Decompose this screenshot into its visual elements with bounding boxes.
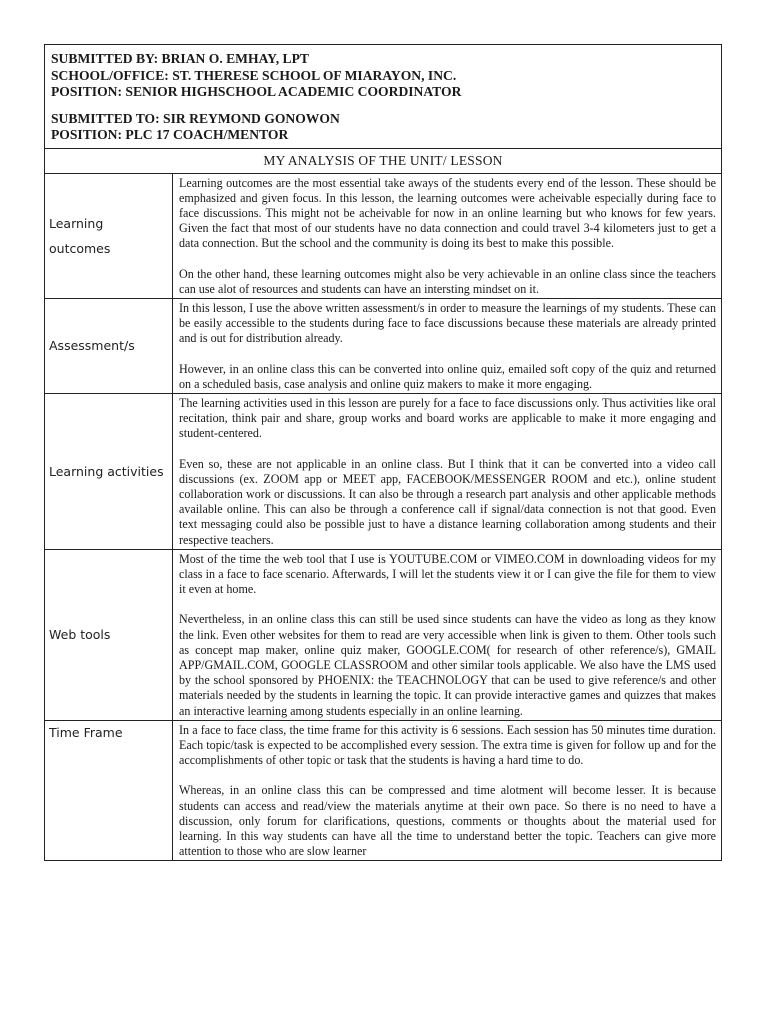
- row-content-assessments: [173, 298, 722, 393]
- row-label-web-tools: [45, 549, 173, 720]
- row-content-web-tools: [173, 549, 722, 720]
- paragraph: Whereas, in an online class this can be compressed and time alotment will become lesser. It is because students can access and read/view the materials anytime at their own pace. So there is no need to have a discussion, only forum for clarifications, questions, comments or thoughts about the material used for learning. In this way students can have all the time to understand better the topic. Teachers can give more attention to those who are slow learner: [179, 783, 716, 859]
- paragraph: Nevertheless, in an online class this can still be used since students can have the video as long as they know the link. Even other websites for them to read are very accessible when link is given to them. Other tools such as concept map maker, online quiz maker, GOOGLE.COM( for research of other reference/s), GMAIL APP/GMAIL.COM, GOOGLE CLASSROOM and other similar tools applicable. We also have the LMS used by the school sponsored by PHOENIX: the TEACHNOLOGY that can be used to give reference/s and other materials needed by the students in learning the topic. It can provide interactive games and quizzes that makes an interactive learning among students especially in an online learning.: [179, 612, 716, 718]
- row-content-learning-activities: [173, 393, 722, 549]
- paragraph: Learning outcomes are the most essential take aways of the students every end of the lesson. These should be emphasized and given focus. In this lesson, the learning outcomes were acheivable especially during face to face discussions. This might not be acheivable for now in an online learning but who knows for few years. Given the fact that most of our students have no data connection and could travel 3-4 kilometers just to get a data connection. But the school and the community is doing its best to make this possible.: [179, 175, 716, 251]
- table-row: [45, 393, 721, 549]
- row-label-line: Time Frame: [49, 724, 123, 740]
- row-content-learning-outcomes: [173, 174, 722, 299]
- paragraph: However, in an online class this can be converted into online quiz, emailed soft copy of the quiz and returned on a scheduled basis, case analysis and online quiz makers to make it more engaging.: [179, 361, 716, 391]
- submitted-to: SUBMITTED TO: SIR REYMOND GONOWON: [51, 110, 340, 126]
- row-label-learning-outcomes: [45, 174, 173, 299]
- table-row: [45, 720, 721, 860]
- row-content-time-frame: [173, 720, 722, 860]
- spacer: [51, 101, 715, 111]
- row-label-learning-activities: [45, 393, 173, 549]
- paragraph: Most of the time the web tool that I use is YOUTUBE.COM or VIMEO.COM in downloading videos for my class in a face to face scenario. Afterwards, I will let the students view it or I can give the file for them to view it even at home.: [179, 551, 716, 597]
- table-row: [45, 174, 721, 299]
- paragraph: Even so, these are not applicable in an online class. But I think that it can be converted into a video call discussions (ex. ZOOM app or MEET app, FACEBOOK/MESSENGER ROOM and etc.), online student collaboration work or discussions. It can also be through a research part analysis and other applicable methods available online. This can also be through a conference call if signal/data connection is not that good. Even text messaging could also be possible just to have a distance learning collaboration among students and their respective teachers.: [179, 456, 716, 547]
- submitted-by: SUBMITTED BY: BRIAN O. EMHAY, LPT: [51, 51, 309, 66]
- paragraph: On the other hand, these learning outcomes might also be very achievable in an online class since the teachers can use alot of resources and students can have an intersting mindset on it.: [179, 266, 716, 296]
- school-office: SCHOOL/OFFICE: ST. THERESE SCHOOL OF MIARAYON, INC.: [51, 67, 457, 83]
- row-label-line: outcomes: [49, 240, 111, 256]
- analysis-document: [44, 44, 722, 861]
- position: POSITION: SENIOR HIGHSCHOOL ACADEMIC COORDINATOR: [51, 84, 462, 99]
- paragraph: In this lesson, I use the above written assessment/s in order to measure the learnings of my students. These can be easily accessible to the students during face to face discussions because these materials are already printed and is out for distribution already.: [179, 300, 716, 346]
- row-label-line: Assessment/s: [49, 338, 135, 354]
- table-row: [45, 549, 721, 720]
- submission-header: [45, 45, 721, 149]
- section-title: MY ANALYSIS OF THE UNIT/ LESSON: [45, 149, 721, 174]
- row-label-line: Learning: [49, 215, 104, 231]
- paragraph: In a face to face class, the time frame for this activity is 6 sessions. Each session has 50 minutes time duration. Each topic/task is expected to be accomplished every session. The extra time is given for follow up and for the accomplishments of other topic or task that the students is having a hard time to do.: [179, 722, 716, 768]
- table-row: [45, 298, 721, 393]
- row-label-line: Web tools: [49, 627, 111, 643]
- row-label-time-frame: [45, 720, 173, 860]
- paragraph: The learning activities used in this lesson are purely for a face to face discussions only. Thus activities like oral recitation, think pair and share, group works and board works are applicable to make it more engaging and student-centered.: [179, 395, 717, 441]
- analysis-table: [45, 174, 721, 861]
- row-label-line: Learning activities: [49, 463, 164, 479]
- position-to: POSITION: PLC 17 COACH/MENTOR: [51, 127, 289, 142]
- row-label-assessments: [45, 298, 173, 393]
